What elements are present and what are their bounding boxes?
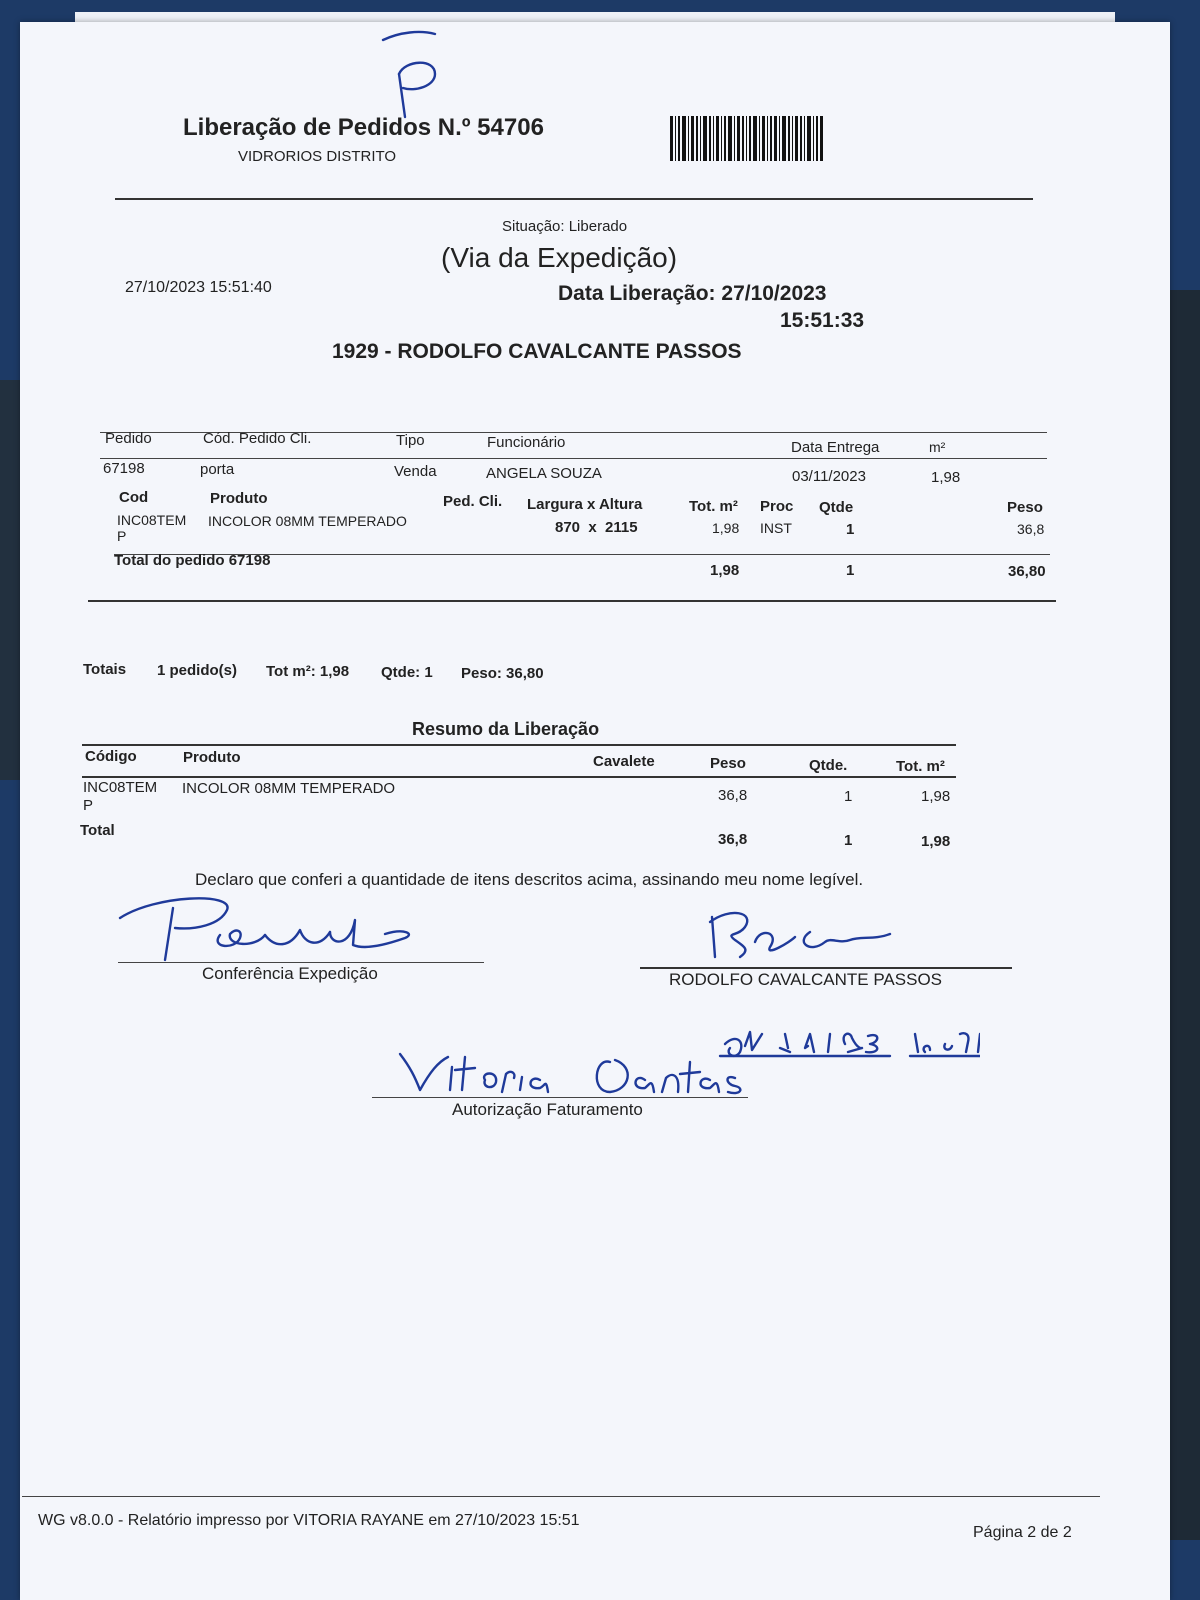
summary-top-line [82,744,956,746]
row-pedido: 67198 [103,460,145,477]
summary-codigo-line2: P [83,797,94,814]
row-tipo: Venda [394,463,437,480]
summary-produto: INCOLOR 08MM TEMPERADO [182,780,396,797]
totals-label: Totais [83,661,127,678]
col-tipo: Tipo [396,432,425,449]
summary-codigo-line1: INC08TEM [83,779,158,796]
barcode [670,116,836,161]
summary-total-peso: 36,8 [718,831,748,848]
client-name: 1929 - RODOLFO CAVALCANTE PASSOS [332,340,742,363]
row-funcionario: ANGELA SOUZA [486,465,602,482]
col-cod-pedido-cli: Cód. Pedido Cli. [203,430,312,447]
item-col-peso: Peso [1007,499,1043,516]
summary-peso: 36,8 [718,787,748,804]
item-cod-line1: INC08TEM [117,512,187,528]
summary-col-tot-m2: Tot. m² [896,758,945,775]
release-date: Data Liberação: 27/10/2023 [558,282,827,305]
release-time: 15:51:33 [780,309,865,332]
summary-qtde: 1 [844,788,853,805]
col-data-entrega: Data Entrega [791,439,880,456]
print-datetime: 27/10/2023 15:51:40 [125,279,272,296]
totals-peso: Peso: 36,80 [461,665,544,682]
item-dims: 870 x 2115 [555,519,638,536]
summary-col-qtde: Qtde. [809,757,848,774]
row-m2: 1,98 [931,469,961,486]
totals-qtde: Qtde: 1 [381,664,433,681]
item-qtde: 1 [846,521,855,538]
signature-label-client: RODOLFO CAVALCANTE PASSOS [669,970,943,989]
item-peso: 36,8 [1017,521,1045,537]
document-page [20,22,1170,1600]
item-produto: INCOLOR 08MM TEMPERADO [208,513,407,529]
order-header-line [100,458,1047,459]
footer-left-text: WG v8.0.0 - Relatório impresso por VITORIA RAYANE em 27/10/2023 15:51 [38,1512,580,1529]
footer-line [22,1496,1100,1497]
item-col-dims: Largura x Altura [527,496,643,513]
col-funcionario: Funcionário [487,434,566,451]
summary-col-codigo: Código [85,748,137,765]
summary-col-cavalete: Cavalete [593,753,655,770]
signature-line-client [640,967,1012,969]
summary-header-line [82,776,956,778]
item-cod-line2: P [117,528,127,544]
order-table-bottom-line [88,600,1056,602]
summary-col-peso: Peso [710,755,746,772]
situation-label: Situação: Liberado [502,218,628,235]
summary-tot-m2: 1,98 [921,788,951,805]
signature-label-conferencia: Conferência Expedição [202,964,378,983]
item-col-cod: Cod [119,489,149,506]
summary-col-produto: Produto [183,749,241,766]
header-divider [115,198,1033,200]
summary-total-qtde: 1 [844,832,853,849]
item-col-tot-m2: Tot. m² [689,498,738,515]
totals-pedidos: 1 pedido(s) [157,662,238,679]
item-col-proc: Proc [760,498,794,515]
item-col-qtde: Qtde [819,499,854,516]
signature-conferencia [115,890,425,970]
footer-page-number: Página 2 de 2 [973,1524,1072,1541]
order-total-m2: 1,98 [710,562,740,579]
col-pedido: Pedido [105,430,152,447]
col-m2: m² [929,439,946,455]
document-title: Liberação de Pedidos N.º 54706 [183,114,544,141]
totals-m2: Tot m²: 1,98 [266,663,350,680]
row-data-entrega: 03/11/2023 [792,468,866,485]
signature-line-autorizacao [372,1097,748,1098]
row-cod-pedido-cli: porta [200,461,235,478]
declaration-text: Declaro que conferi a quantidade de itens descritos acima, assinando meu nome legível. [195,870,864,889]
signature-line-conferencia [118,962,484,963]
order-total-label: Total do pedido 67198 [114,552,271,569]
copy-label: (Via da Expedição) [441,242,678,273]
summary-total-tot-m2: 1,98 [921,833,951,850]
order-total-qtde: 1 [846,562,855,579]
order-total-peso: 36,80 [1008,563,1046,580]
signature-label-autorizacao: Autorização Faturamento [452,1100,643,1119]
item-col-ped-cli: Ped. Cli. [443,493,503,510]
signature-client [700,902,900,972]
item-col-produto: Produto [210,490,268,507]
summary-total-label: Total [80,822,115,839]
item-tot-m2: 1,98 [712,520,740,536]
item-proc: INST [760,520,792,536]
signature-autorizacao [390,1022,980,1102]
company-name: VIDRORIOS DISTRITO [238,148,397,165]
summary-title: Resumo da Liberação [412,719,600,739]
handwritten-p-mark [375,22,465,122]
